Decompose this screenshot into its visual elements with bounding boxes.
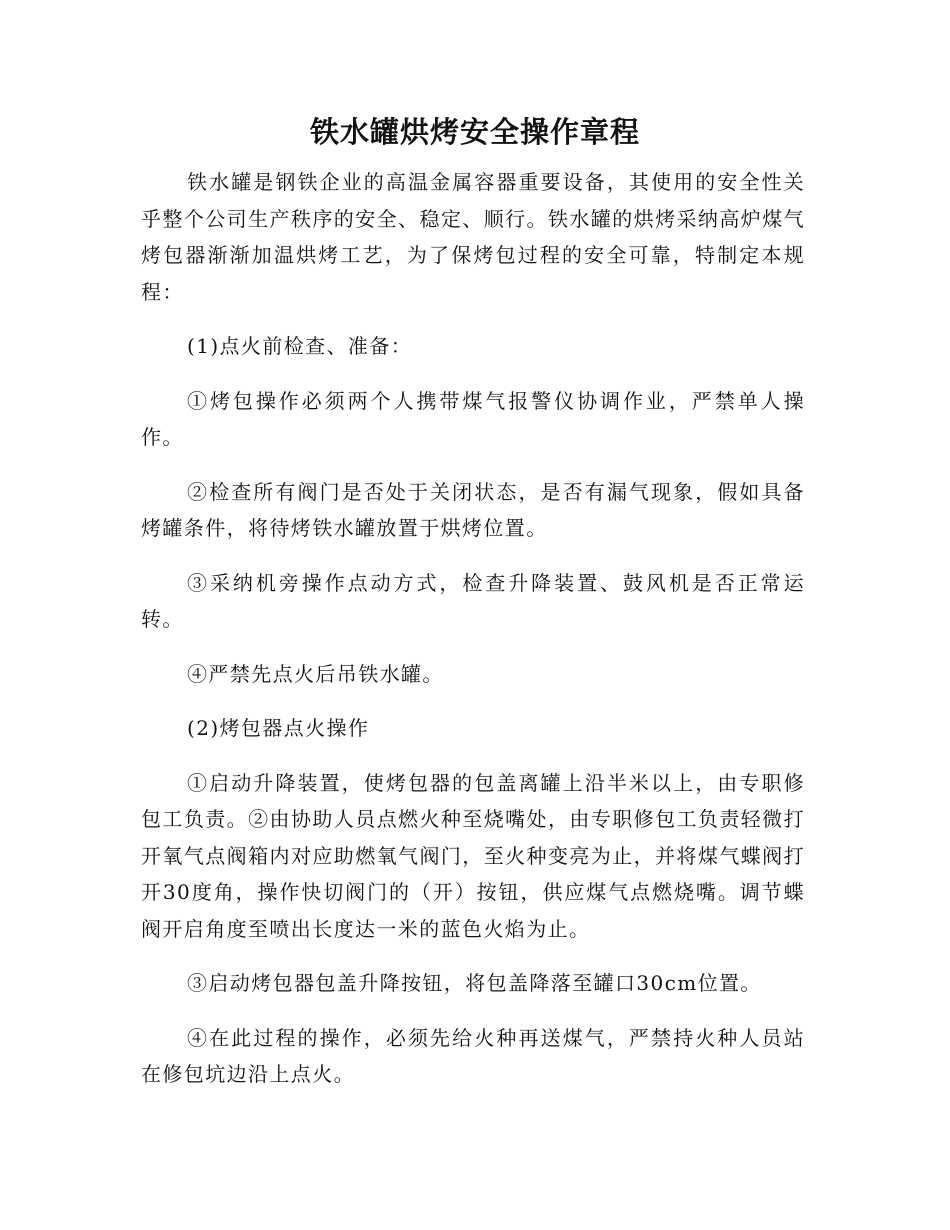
- document-title: 铁水罐烘烤安全操作章程: [309, 115, 640, 149]
- paragraph-1-2: ②检查所有阀门是否处于关闭状态，是否有漏气现象，假如具备烤罐条件，将待烤铁水罐放置于烘烤位置。: [141, 479, 805, 540]
- paragraph-2-1: ①启动升降装置，使烤包器的包盖离罐上沿半米以上，由专职修包工负责。②由协助人员点燃火种至烧嘴处，由专职修包工负责轻微打开氧气点阀箱内对应助燃氧气阀门，至火种变亮为止，并将煤气蝶阀打开30度角，操作快切阀门的（开）按钮，供应煤气点燃烧嘴。调节蝶阀开启角度至喷出长度达一米的蓝色火焰为止。: [141, 770, 805, 941]
- paragraph-2-4: ④在此过程的操作，必须先给火种再送煤气，严禁持火种人员站在修包坑边沿上点火。: [141, 1025, 805, 1086]
- paragraph-2-3: ③启动烤包器包盖升降按钮，将包盖降落至罐口30cm位置。: [187, 971, 762, 995]
- document-body: [141, 164, 805, 1093]
- intro-paragraph: 铁水罐是钢铁企业的高温金属容器重要设备，其使用的安全性关乎整个公司生产秩序的安全、稳定、顺行。铁水罐的烘烤采纳高炉煤气烤包器渐渐加温烘烤工艺，为了保烤包过程的安全可靠，特制定本规程：: [141, 170, 805, 304]
- paragraph-1-3: ③采纳机旁操作点动方式，检查升降装置、鼓风机是否正常运转。: [141, 570, 805, 631]
- paragraph-1-1: ①烤包操作必须两个人携带煤气报警仪协调作业，严禁单人操作。: [141, 388, 805, 449]
- paragraph-1-4: ④严禁先点火后吊铁水罐。: [187, 661, 444, 686]
- section-heading-2: (2)烤包器点火操作: [187, 716, 370, 740]
- section-heading-1: (1)点火前检查、准备：: [187, 334, 413, 358]
